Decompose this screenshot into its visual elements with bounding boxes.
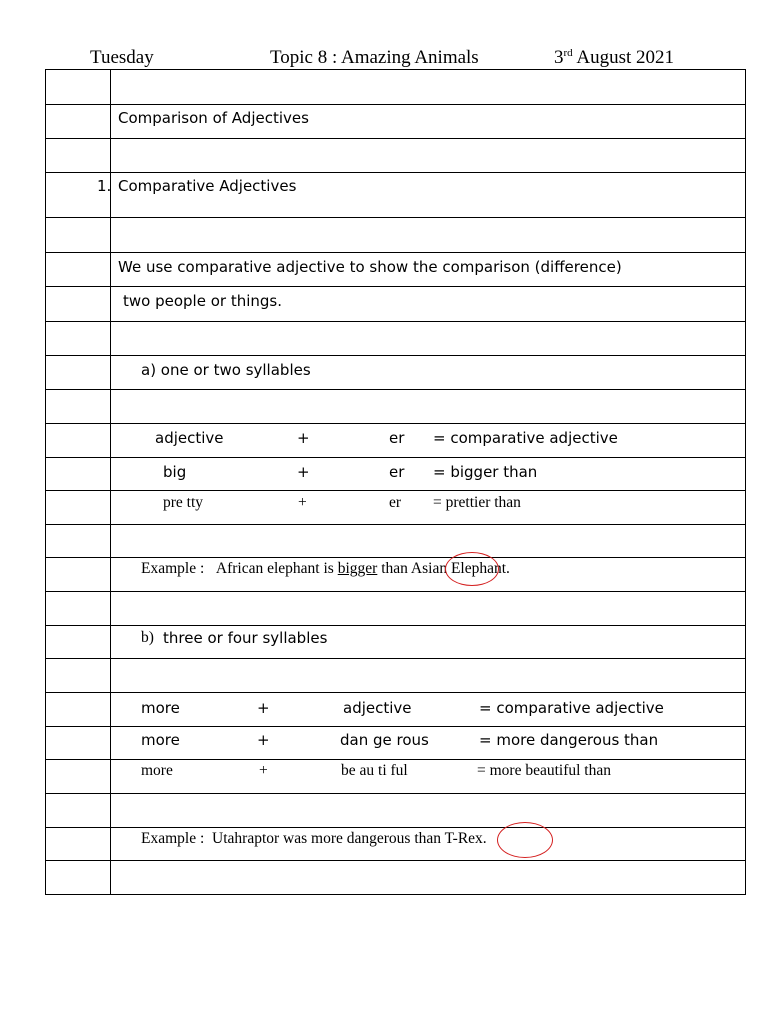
rule-b-word: more: [141, 699, 180, 717]
rule-a-word: adjective: [155, 429, 224, 447]
row-line: [45, 389, 746, 390]
row-line: [45, 104, 746, 105]
rule-a-result: = comparative adjective: [433, 429, 618, 447]
rule-b-result: = more dangerous than: [479, 731, 659, 749]
example-underlined-word: bigger: [337, 560, 378, 577]
header-topic: Topic 8 : Amazing Animals: [270, 47, 479, 68]
rule-b-op: +: [257, 699, 270, 717]
row-line: [45, 860, 746, 861]
rule-b-word: more: [141, 762, 173, 779]
row-line: [45, 827, 746, 828]
rule-a-word: pre tty: [163, 494, 204, 511]
rule-a-suffix: er: [389, 429, 405, 447]
rule-b-adj: adjective: [343, 699, 412, 717]
date-day: 3: [554, 47, 564, 68]
example-text: Utahraptor was more dangerous than T-Rex.: [212, 830, 487, 847]
row-line: [45, 490, 746, 491]
section-number: 1.: [97, 177, 112, 195]
row-line: [45, 793, 746, 794]
part-b-letter: b): [141, 629, 154, 646]
section-heading: Comparative Adjectives: [118, 177, 297, 195]
row-line: [45, 658, 746, 659]
rule-b-adj: dan ge rous: [340, 731, 429, 749]
row-line: [45, 591, 746, 592]
date-suffix: rd: [563, 47, 573, 59]
rule-b-result: = comparative adjective: [479, 699, 664, 717]
example-text-post: than Asian Elephant.: [377, 560, 510, 577]
example-label: Example :: [141, 830, 205, 847]
rule-a-op: +: [297, 463, 310, 481]
row-line: [45, 457, 746, 458]
row-line: [45, 217, 746, 218]
rule-a-op: +: [297, 429, 310, 447]
date-rest: August 2021: [572, 47, 675, 68]
row-line: [45, 726, 746, 727]
intro-line-1: We use comparative adjective to show the comparison (difference): [118, 258, 622, 276]
intro-line-2: two people or things.: [123, 292, 282, 310]
row-line: [45, 252, 746, 253]
rule-a-result: = prettier than: [433, 494, 521, 511]
row-line: [45, 524, 746, 525]
example-text-pre: African elephant is: [215, 560, 338, 577]
row-line: [45, 355, 746, 356]
rule-a-suffix: er: [389, 463, 405, 481]
page-title: Comparison of Adjectives: [118, 109, 309, 127]
row-line: [45, 692, 746, 693]
rule-b-adj: be au ti ful: [341, 762, 408, 779]
red-circle-annotation: [497, 822, 553, 858]
rule-b-op: +: [259, 762, 268, 779]
row-line: [45, 557, 746, 558]
row-line: [45, 423, 746, 424]
row-line: [45, 172, 746, 173]
row-line: [45, 286, 746, 287]
red-circle-annotation: [445, 552, 499, 586]
rule-a-result: = bigger than: [433, 463, 538, 481]
rule-a-op: +: [298, 494, 307, 511]
row-line: [45, 625, 746, 626]
example-b: [141, 830, 487, 848]
row-line: [45, 759, 746, 760]
row-line: [45, 321, 746, 322]
part-b-heading: three or four syllables: [163, 629, 328, 647]
rule-a-word: big: [163, 463, 187, 481]
example-label: Example :: [141, 560, 205, 577]
rule-b-op: +: [257, 731, 270, 749]
rule-b-result: = more beautiful than: [477, 762, 611, 779]
part-a-heading: a) one or two syllables: [141, 361, 311, 379]
rule-a-suffix: er: [389, 494, 402, 511]
row-line: [45, 138, 746, 139]
rule-b-word: more: [141, 731, 180, 749]
header-day: Tuesday: [90, 47, 154, 68]
header-date: [554, 47, 674, 69]
